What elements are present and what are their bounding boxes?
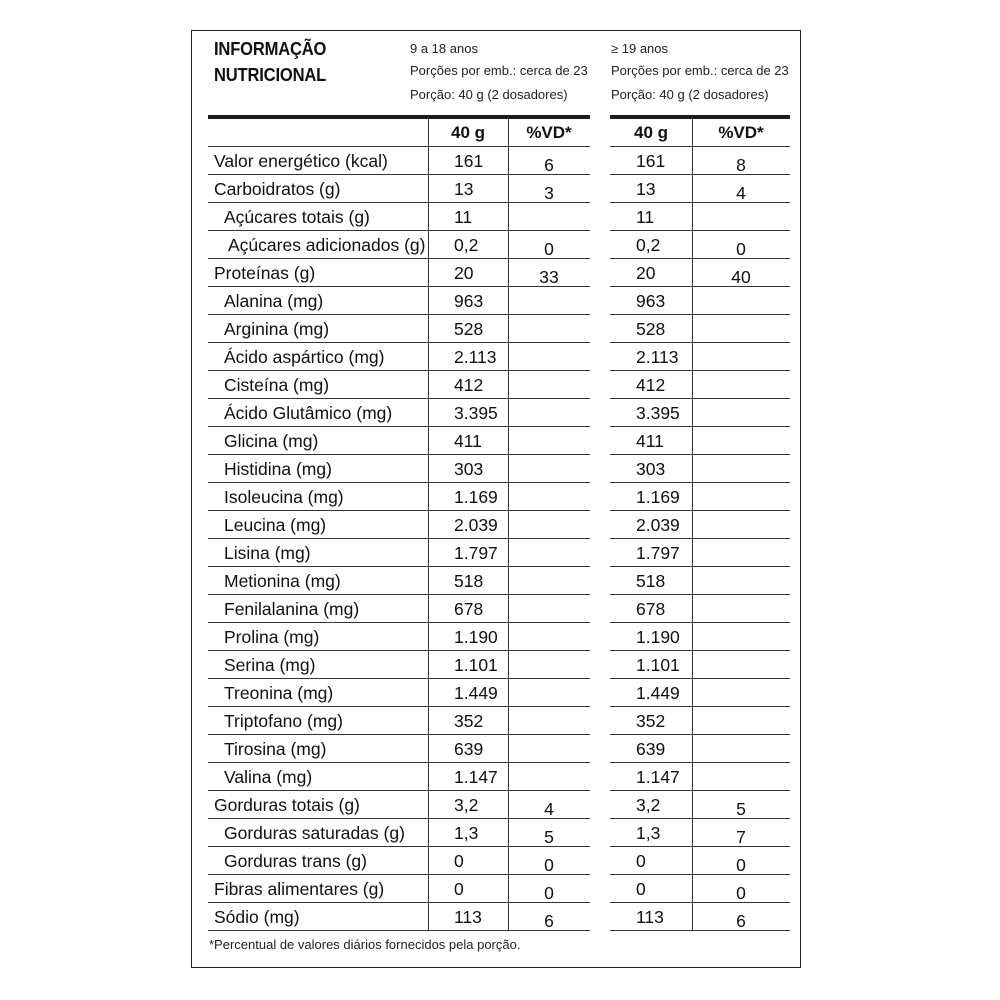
amount-9-18: 113 bbox=[454, 907, 482, 927]
amount-19-plus: 0 bbox=[636, 879, 646, 899]
amount-9-18: 2.113 bbox=[454, 347, 497, 367]
table-row bbox=[610, 287, 790, 315]
table-row bbox=[208, 819, 590, 847]
vd-19-plus: 8 bbox=[736, 155, 746, 175]
table-row bbox=[610, 231, 790, 259]
nutrient-name: Ácido Glutâmico (mg) bbox=[224, 403, 393, 423]
amount-9-18: 3,2 bbox=[454, 795, 479, 815]
amount-19-plus: 1.101 bbox=[636, 655, 680, 675]
amount-9-18: 2.039 bbox=[454, 515, 498, 535]
table-row bbox=[208, 623, 590, 651]
amount-19-plus: 0,2 bbox=[636, 235, 661, 255]
vd-19-plus: 7 bbox=[736, 827, 746, 847]
table-row bbox=[610, 903, 790, 931]
nutrient-name: Tirosina (mg) bbox=[224, 739, 327, 759]
table-row bbox=[208, 567, 590, 595]
vd-9-18: 0 bbox=[544, 855, 554, 875]
column-header-vd: %VD* bbox=[526, 123, 572, 142]
nutrient-name: Carboidratos (g) bbox=[214, 179, 341, 199]
vd-9-18: 4 bbox=[544, 799, 554, 819]
table-row bbox=[208, 875, 590, 903]
vd-9-18: 33 bbox=[539, 267, 559, 287]
nutrition-facts-label bbox=[191, 30, 801, 968]
group-header-19-plus bbox=[611, 38, 789, 106]
table-row bbox=[610, 707, 790, 735]
amount-9-18: 0 bbox=[454, 879, 464, 899]
table-row bbox=[208, 707, 590, 735]
table-row bbox=[610, 371, 790, 399]
amount-19-plus: 412 bbox=[636, 375, 666, 395]
title-line-2: NUTRICIONAL bbox=[214, 65, 327, 85]
table-row bbox=[610, 539, 790, 567]
vd-19-plus: 4 bbox=[736, 183, 746, 203]
group-header-9-18 bbox=[410, 38, 588, 106]
amount-19-plus: 1.190 bbox=[636, 627, 680, 647]
amount-19-plus: 352 bbox=[636, 711, 666, 731]
table-row bbox=[610, 875, 790, 903]
amount-9-18: 518 bbox=[454, 571, 484, 591]
vd-19-plus: 40 bbox=[731, 267, 751, 287]
group-portions: Porções por emb.: cerca de 23 bbox=[410, 63, 588, 78]
vd-9-18: 0 bbox=[544, 883, 554, 903]
nutrient-name: Proteínas (g) bbox=[214, 263, 316, 283]
nutrient-name: Fibras alimentares (g) bbox=[214, 879, 385, 899]
table-row bbox=[610, 343, 790, 371]
amount-9-18: 528 bbox=[454, 319, 484, 339]
amount-9-18: 20 bbox=[454, 263, 474, 283]
group-age: ≥ 19 anos bbox=[611, 41, 669, 56]
column-header-vd: %VD* bbox=[718, 123, 764, 142]
footnote: *Percentual de valores diários fornecidos pela porção. bbox=[209, 937, 521, 952]
table-row bbox=[208, 847, 590, 875]
table-row bbox=[208, 343, 590, 371]
nutrient-name: Alanina (mg) bbox=[224, 291, 324, 311]
amount-9-18: 678 bbox=[454, 599, 484, 619]
table-row bbox=[208, 399, 590, 427]
nutrient-name: Gorduras totais (g) bbox=[214, 795, 360, 815]
vd-19-plus: 0 bbox=[736, 883, 746, 903]
table-row bbox=[208, 595, 590, 623]
nutrient-name: Gorduras saturadas (g) bbox=[224, 823, 405, 843]
amount-19-plus: 518 bbox=[636, 571, 666, 591]
amount-19-plus: 3,2 bbox=[636, 795, 661, 815]
amount-19-plus: 678 bbox=[636, 599, 666, 619]
table-row bbox=[208, 539, 590, 567]
label-title bbox=[214, 36, 326, 88]
amount-9-18: 3.395 bbox=[454, 403, 498, 423]
vd-19-plus: 0 bbox=[736, 855, 746, 875]
amount-9-18: 0,2 bbox=[454, 235, 479, 255]
table-row bbox=[610, 399, 790, 427]
table-row bbox=[610, 203, 790, 231]
amount-19-plus: 1.797 bbox=[636, 543, 680, 563]
table-row bbox=[610, 651, 790, 679]
amount-19-plus: 303 bbox=[636, 459, 666, 479]
vd-19-plus: 5 bbox=[736, 799, 746, 819]
table-row bbox=[208, 147, 590, 175]
table-row bbox=[610, 427, 790, 455]
amount-19-plus: 963 bbox=[636, 291, 666, 311]
table-row bbox=[208, 315, 590, 343]
table-row bbox=[208, 511, 590, 539]
nutrient-name: Isoleucina (mg) bbox=[224, 487, 344, 507]
table-row bbox=[208, 455, 590, 483]
vd-19-plus: 0 bbox=[736, 239, 746, 259]
column-divider bbox=[692, 119, 693, 931]
amount-19-plus: 11 bbox=[636, 207, 655, 227]
table-row bbox=[610, 623, 790, 651]
amount-9-18: 1.169 bbox=[454, 487, 498, 507]
table-row bbox=[208, 231, 590, 259]
vd-9-18: 0 bbox=[544, 239, 554, 259]
amount-19-plus: 0 bbox=[636, 851, 646, 871]
nutrient-name: Gorduras trans (g) bbox=[224, 851, 367, 871]
table-row bbox=[208, 203, 590, 231]
amount-9-18: 161 bbox=[454, 151, 484, 171]
column-header-amount: 40 g bbox=[450, 123, 486, 142]
amount-19-plus: 411 bbox=[636, 431, 664, 451]
amount-9-18: 411 bbox=[454, 431, 482, 451]
amount-9-18: 0 bbox=[454, 851, 464, 871]
column-divider bbox=[428, 119, 429, 931]
table-row bbox=[610, 819, 790, 847]
table-row bbox=[208, 175, 590, 203]
table-row bbox=[610, 315, 790, 343]
vd-9-18: 6 bbox=[544, 155, 554, 175]
nutrient-name: Cisteína (mg) bbox=[224, 375, 330, 395]
amount-19-plus: 639 bbox=[636, 739, 666, 759]
amount-19-plus: 3.395 bbox=[636, 403, 680, 423]
amount-9-18: 1.101 bbox=[454, 655, 498, 675]
amount-9-18: 11 bbox=[454, 207, 473, 227]
nutrient-name: Leucina (mg) bbox=[224, 515, 327, 535]
amount-9-18: 352 bbox=[454, 711, 484, 731]
table-row bbox=[208, 763, 590, 791]
title-line-1: INFORMAÇÃO bbox=[214, 39, 327, 59]
table-row bbox=[208, 679, 590, 707]
nutrient-name: Valina (mg) bbox=[224, 767, 313, 787]
nutrient-name: Metionina (mg) bbox=[224, 571, 341, 591]
amount-9-18: 1,3 bbox=[454, 823, 479, 843]
nutrient-name: Valor energético (kcal) bbox=[214, 151, 388, 171]
amount-19-plus: 1.449 bbox=[636, 683, 680, 703]
column-header-amount: 40 g bbox=[633, 123, 669, 142]
amount-19-plus: 1,3 bbox=[636, 823, 661, 843]
table-row bbox=[610, 175, 790, 203]
amount-9-18: 1.449 bbox=[454, 683, 498, 703]
table-row bbox=[610, 147, 790, 175]
vd-9-18: 6 bbox=[544, 911, 554, 931]
nutrient-name: Ácido aspártico (mg) bbox=[224, 347, 385, 367]
amount-19-plus: 1.169 bbox=[636, 487, 680, 507]
nutrient-name: Triptofano (mg) bbox=[224, 711, 343, 731]
nutrient-name: Glicina (mg) bbox=[224, 431, 319, 451]
table-row bbox=[208, 287, 590, 315]
column-header-row bbox=[610, 119, 790, 147]
amount-19-plus: 113 bbox=[636, 907, 664, 927]
nutrient-name: Sódio (mg) bbox=[214, 907, 300, 927]
table-row bbox=[610, 595, 790, 623]
table-row bbox=[610, 679, 790, 707]
table-row bbox=[208, 259, 590, 287]
nutrient-name: Lisina (mg) bbox=[224, 543, 311, 563]
amount-9-18: 1.797 bbox=[454, 543, 498, 563]
nutrient-name: Açúcares totais (g) bbox=[224, 207, 370, 227]
amount-19-plus: 161 bbox=[636, 151, 666, 171]
amount-19-plus: 2.039 bbox=[636, 515, 680, 535]
table-row bbox=[208, 371, 590, 399]
group-serving: Porção: 40 g (2 dosadores) bbox=[611, 87, 769, 102]
table-row bbox=[610, 567, 790, 595]
nutrient-name: Serina (mg) bbox=[224, 655, 316, 675]
amount-9-18: 1.190 bbox=[454, 627, 498, 647]
table-row bbox=[610, 735, 790, 763]
table-row bbox=[610, 763, 790, 791]
amount-19-plus: 20 bbox=[636, 263, 656, 283]
table-row bbox=[208, 735, 590, 763]
group-age: 9 a 18 anos bbox=[410, 41, 478, 56]
table-row bbox=[610, 791, 790, 819]
table-row bbox=[208, 427, 590, 455]
amount-19-plus: 1.147 bbox=[636, 767, 680, 787]
nutrient-name: Treonina (mg) bbox=[224, 683, 334, 703]
table-row bbox=[610, 259, 790, 287]
table-row bbox=[610, 847, 790, 875]
amount-19-plus: 528 bbox=[636, 319, 666, 339]
column-divider bbox=[508, 119, 509, 931]
amount-19-plus: 13 bbox=[636, 179, 656, 199]
amount-9-18: 639 bbox=[454, 739, 484, 759]
amount-9-18: 412 bbox=[454, 375, 484, 395]
amount-9-18: 1.147 bbox=[454, 767, 498, 787]
amount-9-18: 303 bbox=[454, 459, 484, 479]
nutrient-name: Arginina (mg) bbox=[224, 319, 330, 339]
nutrient-name: Açúcares adicionados (g) bbox=[228, 235, 426, 255]
table-row bbox=[610, 511, 790, 539]
nutrient-name: Prolina (mg) bbox=[224, 627, 320, 647]
column-header-row bbox=[208, 119, 590, 147]
table-row bbox=[610, 483, 790, 511]
vd-19-plus: 6 bbox=[736, 911, 746, 931]
nutrient-name: Fenilalanina (mg) bbox=[224, 599, 360, 619]
group-serving: Porção: 40 g (2 dosadores) bbox=[410, 87, 568, 102]
amount-19-plus: 2.113 bbox=[636, 347, 679, 367]
nutrient-name: Histidina (mg) bbox=[224, 459, 332, 479]
table-row bbox=[208, 483, 590, 511]
amount-9-18: 963 bbox=[454, 291, 484, 311]
table-row bbox=[610, 455, 790, 483]
group-portions: Porções por emb.: cerca de 23 bbox=[611, 63, 789, 78]
table-row bbox=[208, 651, 590, 679]
amount-9-18: 13 bbox=[454, 179, 474, 199]
table-row bbox=[208, 791, 590, 819]
vd-9-18: 3 bbox=[544, 183, 554, 203]
table-row bbox=[208, 903, 590, 931]
vd-9-18: 5 bbox=[544, 827, 554, 847]
